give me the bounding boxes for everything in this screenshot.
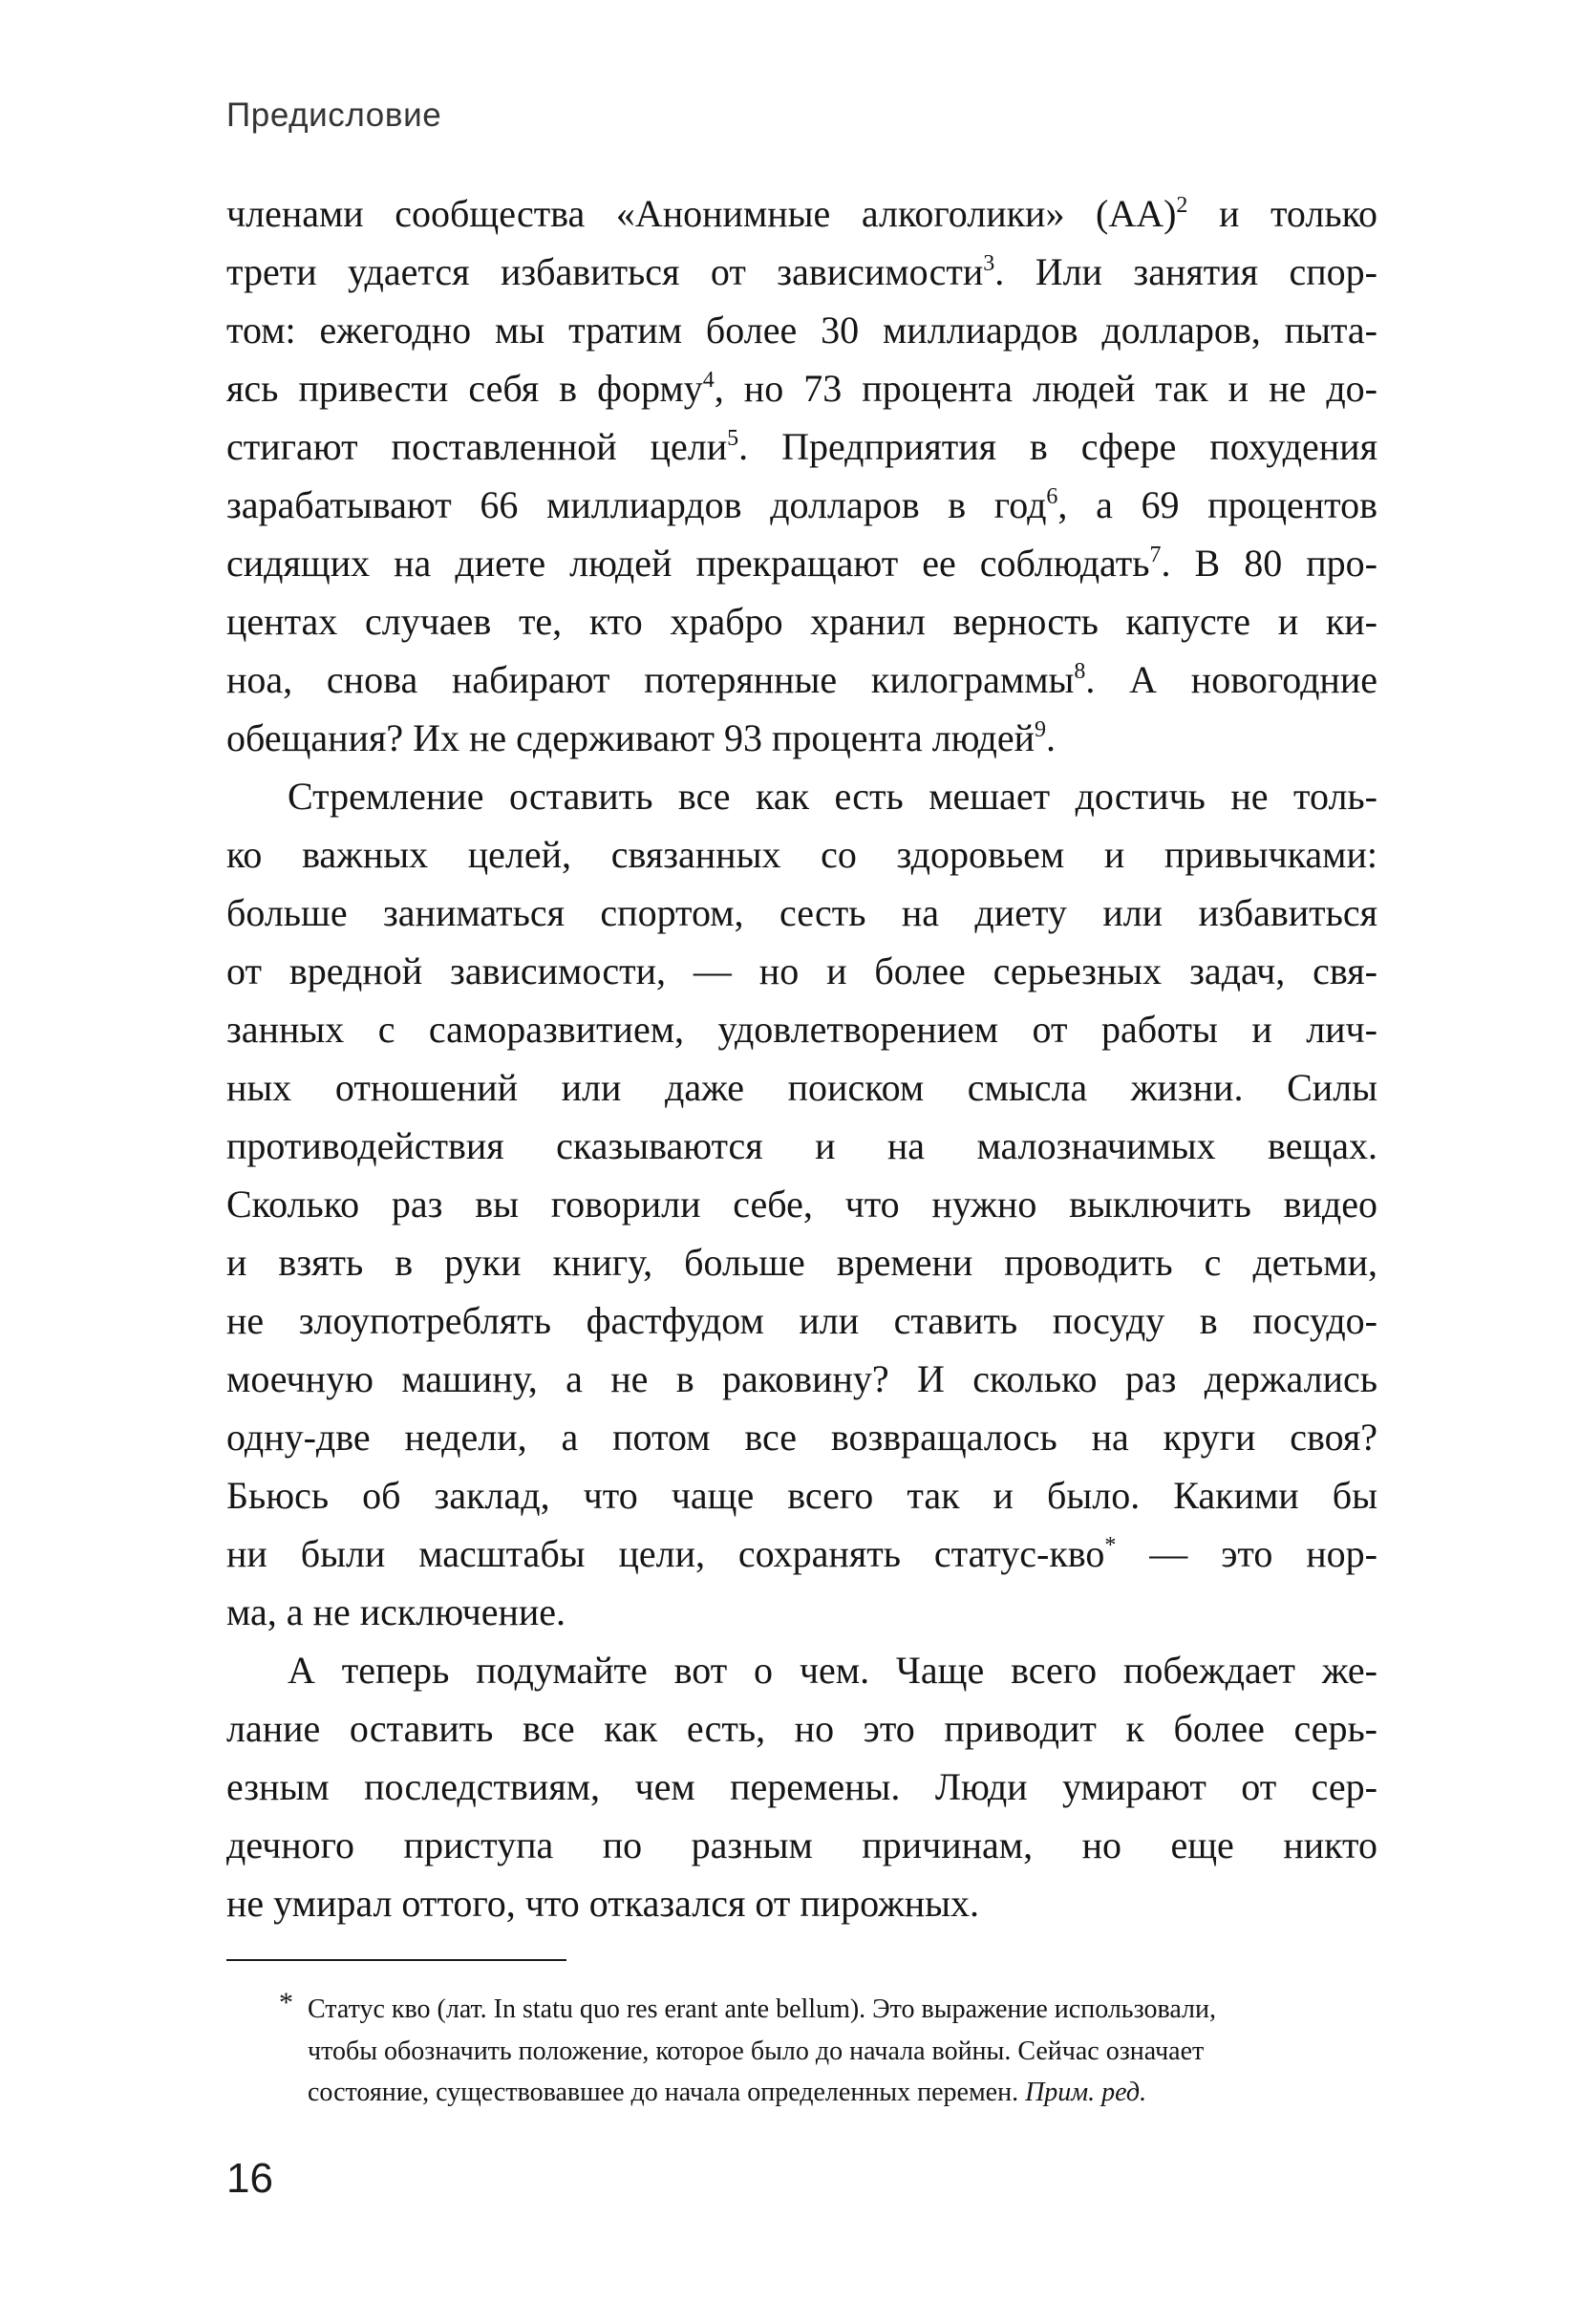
- page-number: 16: [226, 2155, 273, 2202]
- text-line: и взять в руки книгу, больше времени проводить с детьми,: [226, 1241, 1377, 1284]
- running-head: Предисловие: [226, 96, 442, 134]
- footnote-reference: 5: [727, 426, 739, 451]
- text-line: А теперь подумайте вот о чем. Чаще всего побеждает же-: [288, 1649, 1377, 1692]
- text-line: одну-две недели, а потом все возвращалось на круги своя?: [226, 1416, 1377, 1459]
- text-line: обещания? Их не сдерживают 93 процента людей$^9$.: [226, 716, 1057, 759]
- footnote-reference: 6: [1046, 484, 1058, 509]
- text-line: лание оставить все как есть, но это приводит к более серь-: [226, 1707, 1377, 1750]
- text-line: больше заниматься спортом, сесть на диету или избавиться: [226, 891, 1377, 934]
- footnote-reference: 9: [1035, 717, 1047, 742]
- footnote-text: [226, 1989, 1377, 2114]
- text-line: ко важных целей, связанных со здоровьем и привычками:: [226, 833, 1377, 876]
- text-line: ных отношений или даже поиском смысла жизни. Силы: [226, 1066, 1377, 1109]
- text-line: Статус кво (лат. In statu quo res erant ante bellum). Это выражение использовали,: [308, 1994, 1216, 2024]
- text-line: Бьюсь об заклад, что чаще всего так и было. Какими бы: [226, 1474, 1377, 1517]
- footnote-reference: 3: [983, 251, 995, 276]
- text-line: ни были масштабы цели, сохранять статус-кво* — это нор-: [226, 1532, 1377, 1575]
- text-line: ма, а не исключение.: [226, 1590, 566, 1633]
- text-line: трети удается избавиться от зависимости$^3$. Или занятия спор-: [226, 250, 1377, 293]
- text-line: сидящих на диете людей прекращают ее соблюдать$^7$. В 80 про-: [226, 542, 1377, 585]
- footnote-reference: 8: [1074, 659, 1086, 684]
- text-line: от вредной зависимости, — но и более серьезных задач, свя-: [226, 949, 1377, 992]
- text-line: Сколько раз вы говорили себе, что нужно выключить видео: [226, 1183, 1377, 1226]
- footnote-marker: *: [279, 1987, 293, 2018]
- text-line: Стремление оставить все как есть мешает достичь не толь-: [288, 775, 1377, 818]
- footnote-reference: 2: [1176, 193, 1188, 218]
- footnote-reference: 7: [1149, 543, 1162, 567]
- body-text: [226, 184, 1377, 1932]
- text-line: том: ежегодно мы тратим более 30 миллиардов долларов, пыта-: [226, 309, 1377, 352]
- text-line: чтобы обозначить положение, которое было до начала войны. Сейчас означает: [308, 2036, 1205, 2066]
- text-line: езным последствиям, чем перемены. Люди умирают от сер-: [226, 1765, 1377, 1808]
- text-line: не умирал оттого, что отказался от пирожных.: [226, 1882, 980, 1925]
- text-line: занных с саморазвитием, удовлетворением от работы и лич-: [226, 1008, 1377, 1051]
- text-line: противодействия сказываются и на малозначимых вещах.: [226, 1124, 1377, 1167]
- text-line: стигают поставленной цели$^5$. Предприятия в сфере похудения: [226, 425, 1377, 468]
- text-line: не злоупотреблять фастфудом или ставить посуду в посудо-: [226, 1299, 1377, 1342]
- text-line: ясь привести себя в форму$^4$, но 73 процента людей так и не до-: [226, 367, 1377, 410]
- text-line: членами сообщества «Анонимные алкоголики» (АА)$^2$ и только: [226, 192, 1377, 235]
- text-line: состояние, существовавшее до начала определенных перемен. Прим. ред.: [308, 2078, 1147, 2107]
- footnote: [226, 1989, 1377, 2114]
- text-line: моечную машину, а не в раковину? И сколько раз держались: [226, 1357, 1377, 1400]
- text-line: центах случаев те, кто храбро хранил верность капусте и ки-: [226, 600, 1377, 643]
- text-line: зарабатывают 66 миллиардов долларов в год$^6$, а 69 процентов: [226, 483, 1377, 526]
- footnote-reference: *: [1104, 1533, 1117, 1558]
- footnote-reference: 4: [702, 368, 715, 393]
- text-line: дечного приступа по разным причинам, но еще никто: [226, 1823, 1377, 1866]
- text-line: ноа, снова набирают потерянные килограммы$^8$. А новогодние: [226, 658, 1377, 701]
- footnote-divider: [226, 1959, 566, 1961]
